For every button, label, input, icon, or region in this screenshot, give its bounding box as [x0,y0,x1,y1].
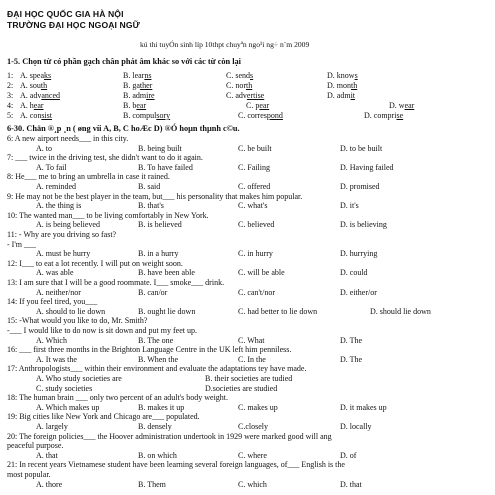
option-word-start: adv [29,91,42,100]
answer-option[interactable] [327,81,357,90]
question-text: 11: - Why are you driving so fast? [7,230,117,239]
answer-option[interactable]: B. densely [138,422,172,431]
answer-option[interactable]: D. locally [340,422,372,431]
option-letter: C. [226,81,236,90]
underlined-part: s [250,71,254,80]
answer-option[interactable]: D. could [340,268,368,278]
option-letter: B. [123,71,133,80]
question-text: 18: The human brain ___ only two percent of an adult's body weight. [7,393,229,403]
answer-option[interactable]: D. promised [340,182,380,191]
underlined-part: ear [136,101,147,110]
underlined-part: se [396,111,404,120]
answer-option[interactable] [20,111,52,120]
option-word-start: adm [132,91,147,100]
option-word-start: b [132,101,137,110]
underlined-part: ire [146,91,155,100]
question-text: 9: He may not be the best player in the team, but___ his personality that makes him popular. [7,191,303,201]
option-word-start: send [235,71,251,80]
underlined-part: sist [41,111,53,120]
question-text: most popular. [7,470,51,479]
answer-option[interactable]: D. either/or [340,287,377,297]
answer-option[interactable]: C. be built [238,143,272,153]
answer-option[interactable]: C. believed [238,220,275,230]
answer-option[interactable] [238,111,283,120]
answer-option[interactable]: B. that's [138,201,164,211]
option-word-start: corres [247,111,267,120]
option-letter: C. [246,101,256,110]
answer-option[interactable]: C. What [238,335,265,345]
answer-option[interactable] [226,71,253,80]
university-name: ĐẠI HỌC QUỐC GIA HÀ NỘI [7,9,124,19]
option-word-start: adv [235,91,247,100]
option-word-start: adm [336,91,351,100]
answer-option[interactable] [123,91,155,100]
option-word-start: ga [132,81,140,90]
option-word-start: sou [29,81,41,90]
answer-option[interactable]: A. Which makes up [36,402,100,412]
answer-option[interactable]: C. had better to lie down [238,306,318,316]
underlined-part: th [246,81,253,90]
question-text: 7: ___ twice in the driving test, she didn't want to do it again. [7,153,203,163]
question-text: 6: A new airport needs___ in this city. [7,134,129,143]
answer-option[interactable] [123,71,151,80]
option-letter: D. [327,81,337,90]
answer-option[interactable]: A. Who study societies are [36,374,122,383]
option-letter: D. [327,91,337,100]
answer-option[interactable]: A. was able [36,268,74,278]
answer-option[interactable]: C. study societies [36,383,93,393]
answer-option[interactable]: C. Failing [238,162,271,172]
answer-option[interactable] [389,101,414,110]
answer-option[interactable]: D. is believing [340,220,387,230]
answer-option[interactable]: A. must be hurry [36,249,91,259]
answer-option[interactable] [123,81,152,90]
answer-option[interactable] [364,111,403,120]
option-letter: B. [123,111,133,120]
answer-option[interactable]: D. The [340,354,363,364]
answer-option[interactable]: B. on which [138,450,177,460]
question-text: 10: The wanted man___ to be living comfortably in New York. [7,210,209,220]
underlined-part: pond [266,111,283,120]
answer-option[interactable]: B. makes it up [138,402,185,412]
option-letter: B. [123,101,133,110]
answer-option[interactable]: A. the thing is [36,201,82,211]
answer-option[interactable] [20,71,51,80]
answer-option[interactable]: A. reminded [36,182,76,191]
question-text: 8: He___ me to bring an umbrella in case it rained. [7,172,170,182]
answer-option[interactable]: C. makes up [238,402,278,412]
answer-option[interactable]: C. can't/nor [238,287,275,297]
option-word-start: con [29,111,42,120]
option-word-start: h [29,101,34,110]
answer-option[interactable]: B. ought lie down [138,306,196,316]
option-word-start: lear [132,71,145,80]
answer-option[interactable]: A. to [36,143,52,153]
option-letter: C. [226,91,236,100]
answer-option[interactable]: B. have been able [138,268,195,278]
option-word-start: compri [373,111,397,120]
answer-option[interactable]: C. where [238,450,267,460]
answer-option[interactable]: A. largely [36,422,68,431]
underlined-part: ear [33,101,44,110]
answer-option[interactable]: B. The one [138,335,174,345]
question-number: 5: [7,111,14,120]
option-word-start: know [336,71,355,80]
underlined-part: ks [44,71,52,80]
section2-title: 6-30. Chän ®¸p ¸n ( øng víi A, B, C hoÆc D) ®Ó hoµn thµnh c©u. [7,124,240,133]
option-letter: B. [123,91,133,100]
answer-option[interactable] [20,91,60,100]
answer-option[interactable] [246,101,269,110]
answer-option[interactable]: B. said [138,182,161,191]
option-word-start: compul [132,111,157,120]
option-letter: A. [20,111,30,120]
answer-option[interactable]: D. The [340,335,363,345]
underlined-part: th [40,81,48,90]
answer-option[interactable]: C. what's [238,201,268,211]
answer-option[interactable]: C.closely [238,422,268,431]
answer-option[interactable]: D. of [340,450,357,460]
answer-option[interactable]: D. it's [340,201,359,211]
option-letter: D. [389,101,399,110]
option-letter: C. [238,111,248,120]
option-letter: B. [123,81,133,90]
question-text: -___ I would like to do now is sit down and put my feet up. [7,326,197,335]
question-text: - I'm ___ [7,239,36,249]
answer-option[interactable]: B. being built [138,143,182,153]
option-letter: D. [364,111,374,120]
answer-option[interactable]: B. their societies are tudied [205,374,293,383]
option-word-start: spea [29,71,44,80]
option-letter: A. [20,91,30,100]
answer-option[interactable]: A. that [36,450,58,460]
answer-option[interactable] [20,81,47,90]
answer-option[interactable] [20,101,44,110]
answer-option[interactable]: C. in hurry [238,249,273,259]
answer-option[interactable]: B. can/or [138,287,168,297]
option-word-start: mon [336,81,352,90]
answer-option[interactable]: B. is believed [138,220,182,230]
answer-option[interactable]: D. that [340,479,362,489]
answer-option[interactable]: A. It was the [36,354,77,364]
answer-option[interactable]: C. In the [238,354,266,364]
answer-option[interactable]: A. To fail [36,162,67,172]
underlined-part: th [351,81,358,90]
answer-option[interactable]: C. will be able [238,268,285,278]
underlined-part: sory [156,111,171,120]
question-number: 3: [7,91,14,100]
answer-option[interactable] [226,81,252,90]
answer-option[interactable]: D. it makes up [340,402,387,412]
question-text: 12: I___ to eat a lot recently. I will put on weight soon. [7,258,183,268]
option-word-start: p [255,101,260,110]
answer-option[interactable]: D. to be built [340,143,383,153]
question-number: 1: [7,71,14,80]
answer-option[interactable]: D. Having failed [340,162,394,172]
underlined-part: ear [404,101,415,110]
underlined-part: ther [139,81,153,90]
option-letter: A. [20,71,30,80]
question-text: peaceful purpose. [7,441,64,451]
answer-option[interactable]: B. in a hurry [138,249,179,259]
answer-option[interactable]: B. Them [138,479,166,489]
option-letter: A. [20,101,30,110]
question-text: 16: ___ first three months in the Brighton Language Centre in the UK left him penniless. [7,345,292,355]
answer-option[interactable]: A. neither/nor [36,287,81,297]
option-word-start: nor [235,81,247,90]
question-text: 15: -What would you like to do, Mr. Smith? [7,316,148,326]
section1-title: 1-5. Chọn từ có phần gạch chân phát âm khác so với các từ còn lại [7,57,241,66]
underlined-part: ns [144,71,152,80]
answer-option[interactable] [327,91,355,100]
answer-option[interactable]: A. is being believed [36,220,100,230]
question-text: 20: The foreign policies___ the Hoover administration undertook in 1929 were marked good will ang [7,431,332,441]
answer-option[interactable] [226,91,264,100]
underlined-part: it [350,91,356,100]
answer-option[interactable]: D. should lie down [370,306,431,316]
question-number: 4: [7,101,14,110]
underlined-part: ear [259,101,270,110]
answer-option[interactable] [123,101,146,110]
option-word-start: w [398,101,405,110]
answer-option[interactable]: D. hurrying [340,249,378,259]
answer-option[interactable]: B. To have failed [138,162,193,172]
question-number: 2: [7,81,14,90]
question-text: 17: Anthropologists___ within their environment and evaluate the adaptations tey have made. [7,364,307,374]
school-name: TRƯỜNG ĐẠI HỌC NGOẠI NGỮ [7,20,140,30]
answer-option[interactable]: C. which [238,479,267,489]
answer-option[interactable]: A. should to lie down [36,306,106,316]
question-text: 14: If you feel tired, you___ [7,297,98,307]
answer-option[interactable]: D.societies are studied [205,383,278,393]
answer-option[interactable] [327,71,358,80]
underlined-part: anced [41,91,60,100]
underlined-part: s [354,71,358,80]
underlined-part: ertise [246,91,265,100]
option-letter: C. [226,71,236,80]
answer-option[interactable]: C. offered [238,182,271,191]
question-text: 19: Big cities like New York and Chicago are___ populated. [7,412,200,422]
option-letter: D. [327,71,337,80]
answer-option[interactable]: A. thore [36,479,63,489]
answer-option[interactable] [123,111,170,120]
question-text: 21: In recent years Vietnamese student have been learning several foreign languages, of___ English is the [7,460,345,470]
exam-title: kú thi tuyÓn sinh líp 10thpt chuyªn ngo¹i ng÷ n¨m 2009 [140,40,310,49]
answer-option[interactable]: B. When the [138,354,179,364]
question-text: 13: I am sure that I will be a good roommate. I___ smoke___ drink. [7,278,225,287]
option-letter: A. [20,81,30,90]
answer-option[interactable]: A. Which [36,335,67,345]
